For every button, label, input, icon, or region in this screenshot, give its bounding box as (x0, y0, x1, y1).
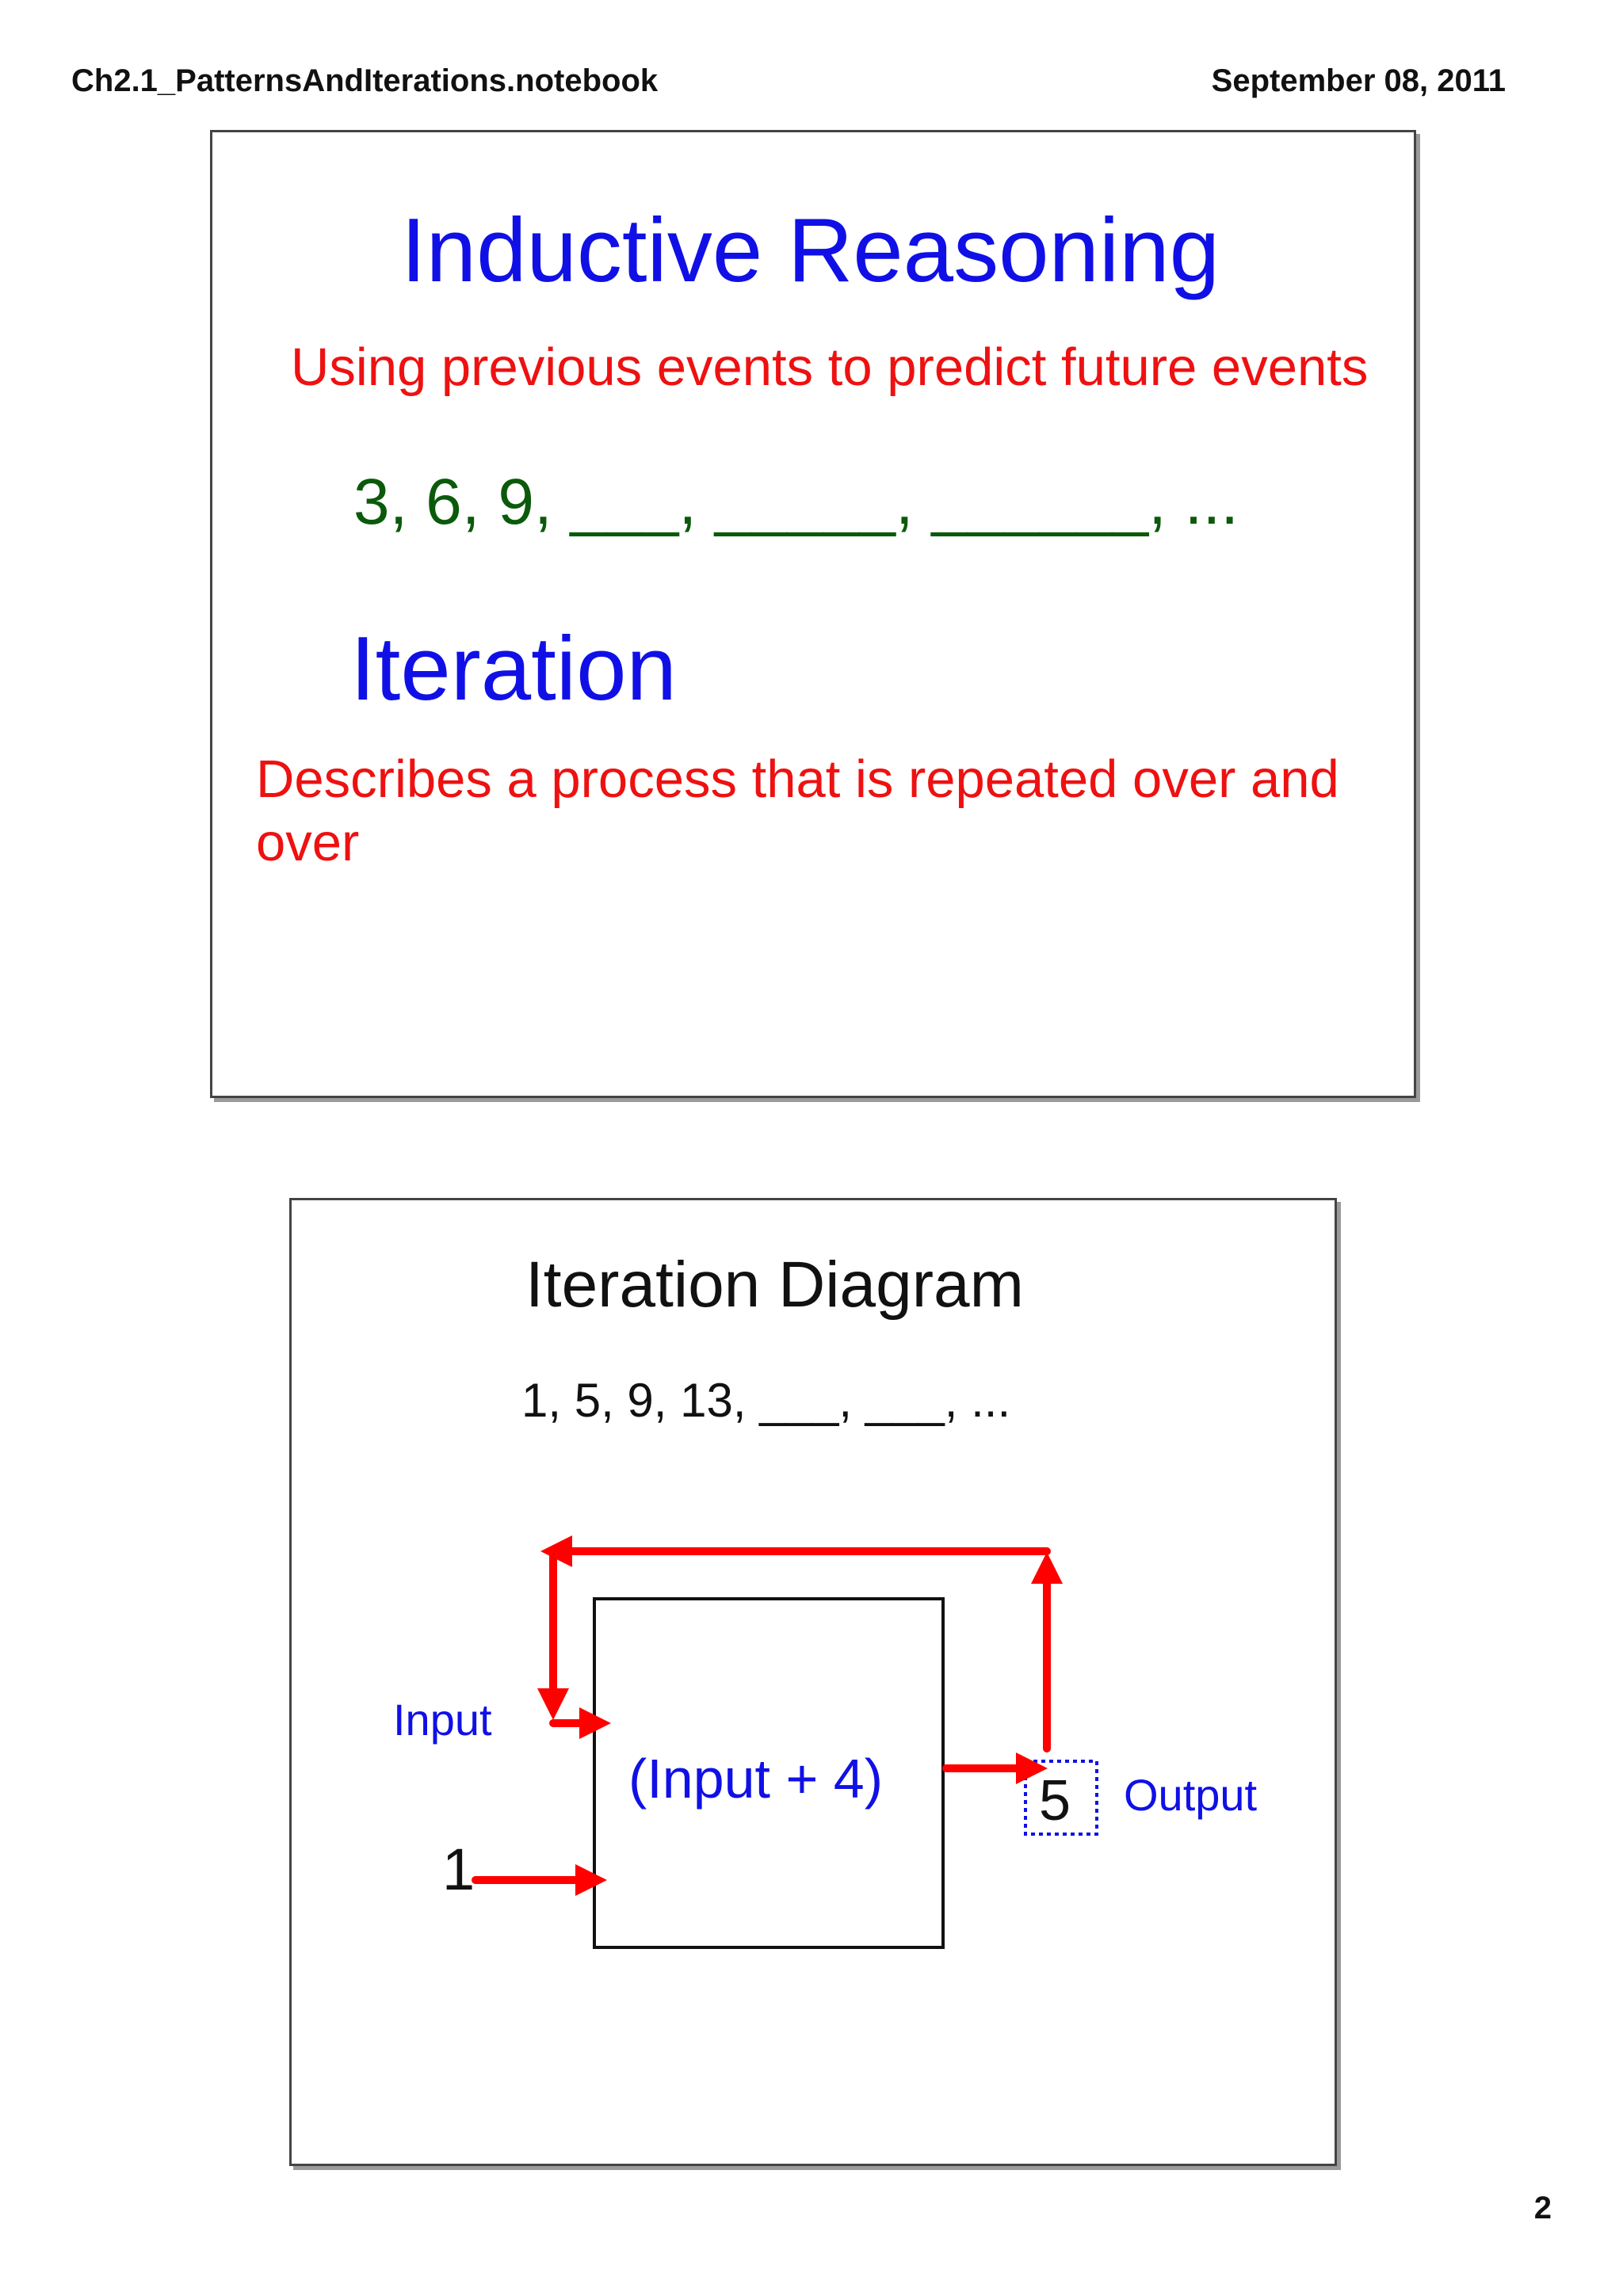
definition-text-2: Describes a process that is repeated over and over (256, 749, 1339, 872)
iteration-diagram (292, 1200, 1335, 2164)
slide-title: Inductive Reasoning (401, 200, 1220, 301)
slide-iteration-diagram (289, 1198, 1337, 2166)
rule-text: (Input + 4) (628, 1748, 884, 1810)
slide-title: Iteration Diagram (525, 1249, 1024, 1321)
output-label: Output (1124, 1770, 1258, 1820)
definition-text: Using previous events to predict future events (291, 338, 1369, 397)
sequence-example: 1, 5, 9, 13, ___, ___, ... (521, 1374, 1011, 1427)
input-value: 1 (442, 1836, 475, 1902)
slide-inductive-reasoning (210, 130, 1416, 1098)
page-number: 2 (1533, 2191, 1552, 2225)
input-label: Input (393, 1695, 492, 1745)
document-filename: Ch2.1_PatternsAndIterations.notebook (71, 63, 659, 98)
output-value: 5 (1039, 1769, 1071, 1833)
section-title: Iteration (350, 619, 677, 719)
sequence-example: 3, 6, 9, ___, _____, ______, ... (353, 466, 1239, 538)
document-date: September 08, 2011 (1211, 63, 1506, 98)
